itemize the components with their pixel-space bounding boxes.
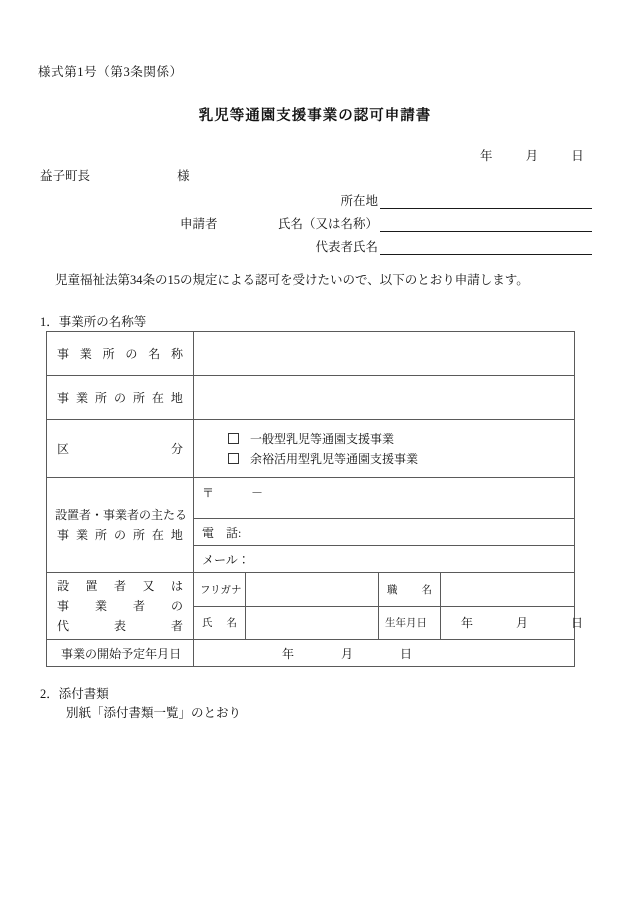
table-row-start-date	[47, 640, 575, 667]
birth-date-fields	[441, 614, 584, 631]
representative-name-value[interactable]	[246, 606, 379, 640]
office-address-label: 事 業 所 の 所 在 地	[57, 391, 183, 405]
addressee-honorific: 様	[177, 169, 190, 183]
office-address-value[interactable]	[194, 376, 575, 420]
table-row-representative-furigana	[47, 573, 575, 607]
section-2-heading: 2．添付書類	[40, 687, 109, 701]
mail-row	[194, 551, 574, 568]
tel-cell[interactable]	[194, 519, 575, 546]
main-office-label-line1: 設置者・事業者の主たる	[55, 508, 188, 522]
tel-row	[194, 524, 574, 541]
checkbox-option-general[interactable]	[228, 429, 574, 449]
start-date-label-cell	[47, 640, 194, 667]
applicant-rep-label: 代表者氏名	[315, 240, 378, 254]
checkbox-option-surplus-label: 余裕活用型乳児等通園支援事業	[250, 452, 419, 466]
checkbox-icon[interactable]	[228, 453, 239, 464]
representative-name-label: 氏 名	[202, 618, 237, 630]
postal-dash: －	[251, 486, 264, 500]
postal-mark-icon: 〒	[202, 486, 215, 500]
applicant-address-label: 所在地	[340, 194, 378, 208]
applicant-name-row	[180, 211, 592, 232]
table-row-main-office-postal	[47, 478, 575, 519]
representative-label-line2: 事 業 者 の	[57, 599, 183, 613]
furigana-label: フリガナ	[200, 584, 242, 596]
representative-label-line3: 代 表 者	[57, 619, 183, 633]
applicant-address-row	[180, 188, 592, 209]
date-year-label: 年	[480, 149, 493, 163]
section-1-heading: 1．事業所の名称等	[40, 315, 147, 329]
office-name-label-cell	[47, 332, 194, 376]
start-date-fields	[194, 645, 574, 662]
birth-label: 生年月日	[385, 618, 427, 630]
postal-cell[interactable]	[194, 478, 575, 519]
main-office-label-cell	[47, 478, 194, 573]
representative-name-label-cell	[194, 606, 246, 640]
birth-day-label: 日	[571, 616, 584, 631]
form-number: 様式第1号（第3条関係）	[38, 65, 183, 79]
position-label: 職 名	[387, 584, 432, 596]
addressee-name: 益子町長	[40, 169, 91, 183]
applicant-name-input[interactable]	[380, 216, 592, 232]
start-day-label: 日	[400, 646, 413, 661]
mail-label: メール：	[202, 552, 250, 567]
start-year-label: 年	[281, 646, 294, 661]
applicant-rep-input[interactable]	[380, 239, 592, 255]
office-address-label-cell	[47, 376, 194, 420]
applicant-address-input[interactable]	[380, 193, 592, 209]
start-month-label: 月	[340, 646, 353, 661]
office-name-value[interactable]	[194, 332, 575, 376]
addressee	[40, 166, 190, 184]
category-label: 区 分	[57, 442, 183, 456]
date-month-label: 月	[525, 149, 539, 163]
legal-statement: 児童福祉法第34条の15の規定による認可を受けたいので、以下のとおり申請します。	[55, 273, 529, 287]
start-date-label: 事 業 の 開 始 予 定 年 月 日	[61, 646, 182, 661]
position-label-cell	[379, 573, 441, 607]
furigana-label-cell	[194, 573, 246, 607]
date-day-label: 日	[571, 149, 584, 163]
applicant-name-label: 氏名（又は名称）	[277, 217, 378, 231]
birth-label-cell	[379, 606, 441, 640]
section-2-note: 別紙「添付書類一覧」のとおり	[66, 706, 242, 720]
representative-label-cell	[47, 573, 194, 640]
main-office-label	[47, 502, 193, 548]
birth-month-label: 月	[516, 616, 529, 631]
start-date-value-cell[interactable]	[194, 640, 575, 667]
furigana-value[interactable]	[246, 573, 379, 607]
postal-row	[194, 480, 574, 516]
mail-cell[interactable]	[194, 546, 575, 573]
table-row-office-address	[47, 376, 575, 420]
tel-label: 電 話:	[202, 525, 242, 540]
table-row-office-name	[47, 332, 575, 376]
category-options	[194, 422, 574, 476]
category-options-cell	[194, 420, 575, 478]
applicant-rep-row	[180, 234, 592, 255]
representative-label-line1: 設 置 者 又 は	[57, 579, 183, 593]
representative-label	[47, 573, 193, 639]
birth-year-label: 年	[461, 616, 474, 631]
checkbox-icon[interactable]	[228, 433, 239, 444]
submission-date-line	[480, 146, 584, 164]
page-title: 乳児等通園支援事業の認可申請書	[198, 108, 432, 124]
category-label-cell	[47, 420, 194, 478]
checkbox-option-general-label: 一般型乳児等通園支援事業	[250, 432, 395, 446]
checkbox-option-surplus[interactable]	[228, 449, 574, 469]
position-value[interactable]	[441, 573, 575, 607]
office-name-label: 事 業 所 の 名 称	[57, 347, 183, 361]
application-table	[46, 331, 584, 667]
applicant-block	[180, 188, 592, 257]
main-office-label-line2: 事 業 所 の 所 在 地	[57, 528, 183, 542]
applicant-prefix: 申請者	[180, 217, 218, 231]
birth-value-cell[interactable]	[441, 606, 584, 640]
table-row-category	[47, 420, 575, 478]
